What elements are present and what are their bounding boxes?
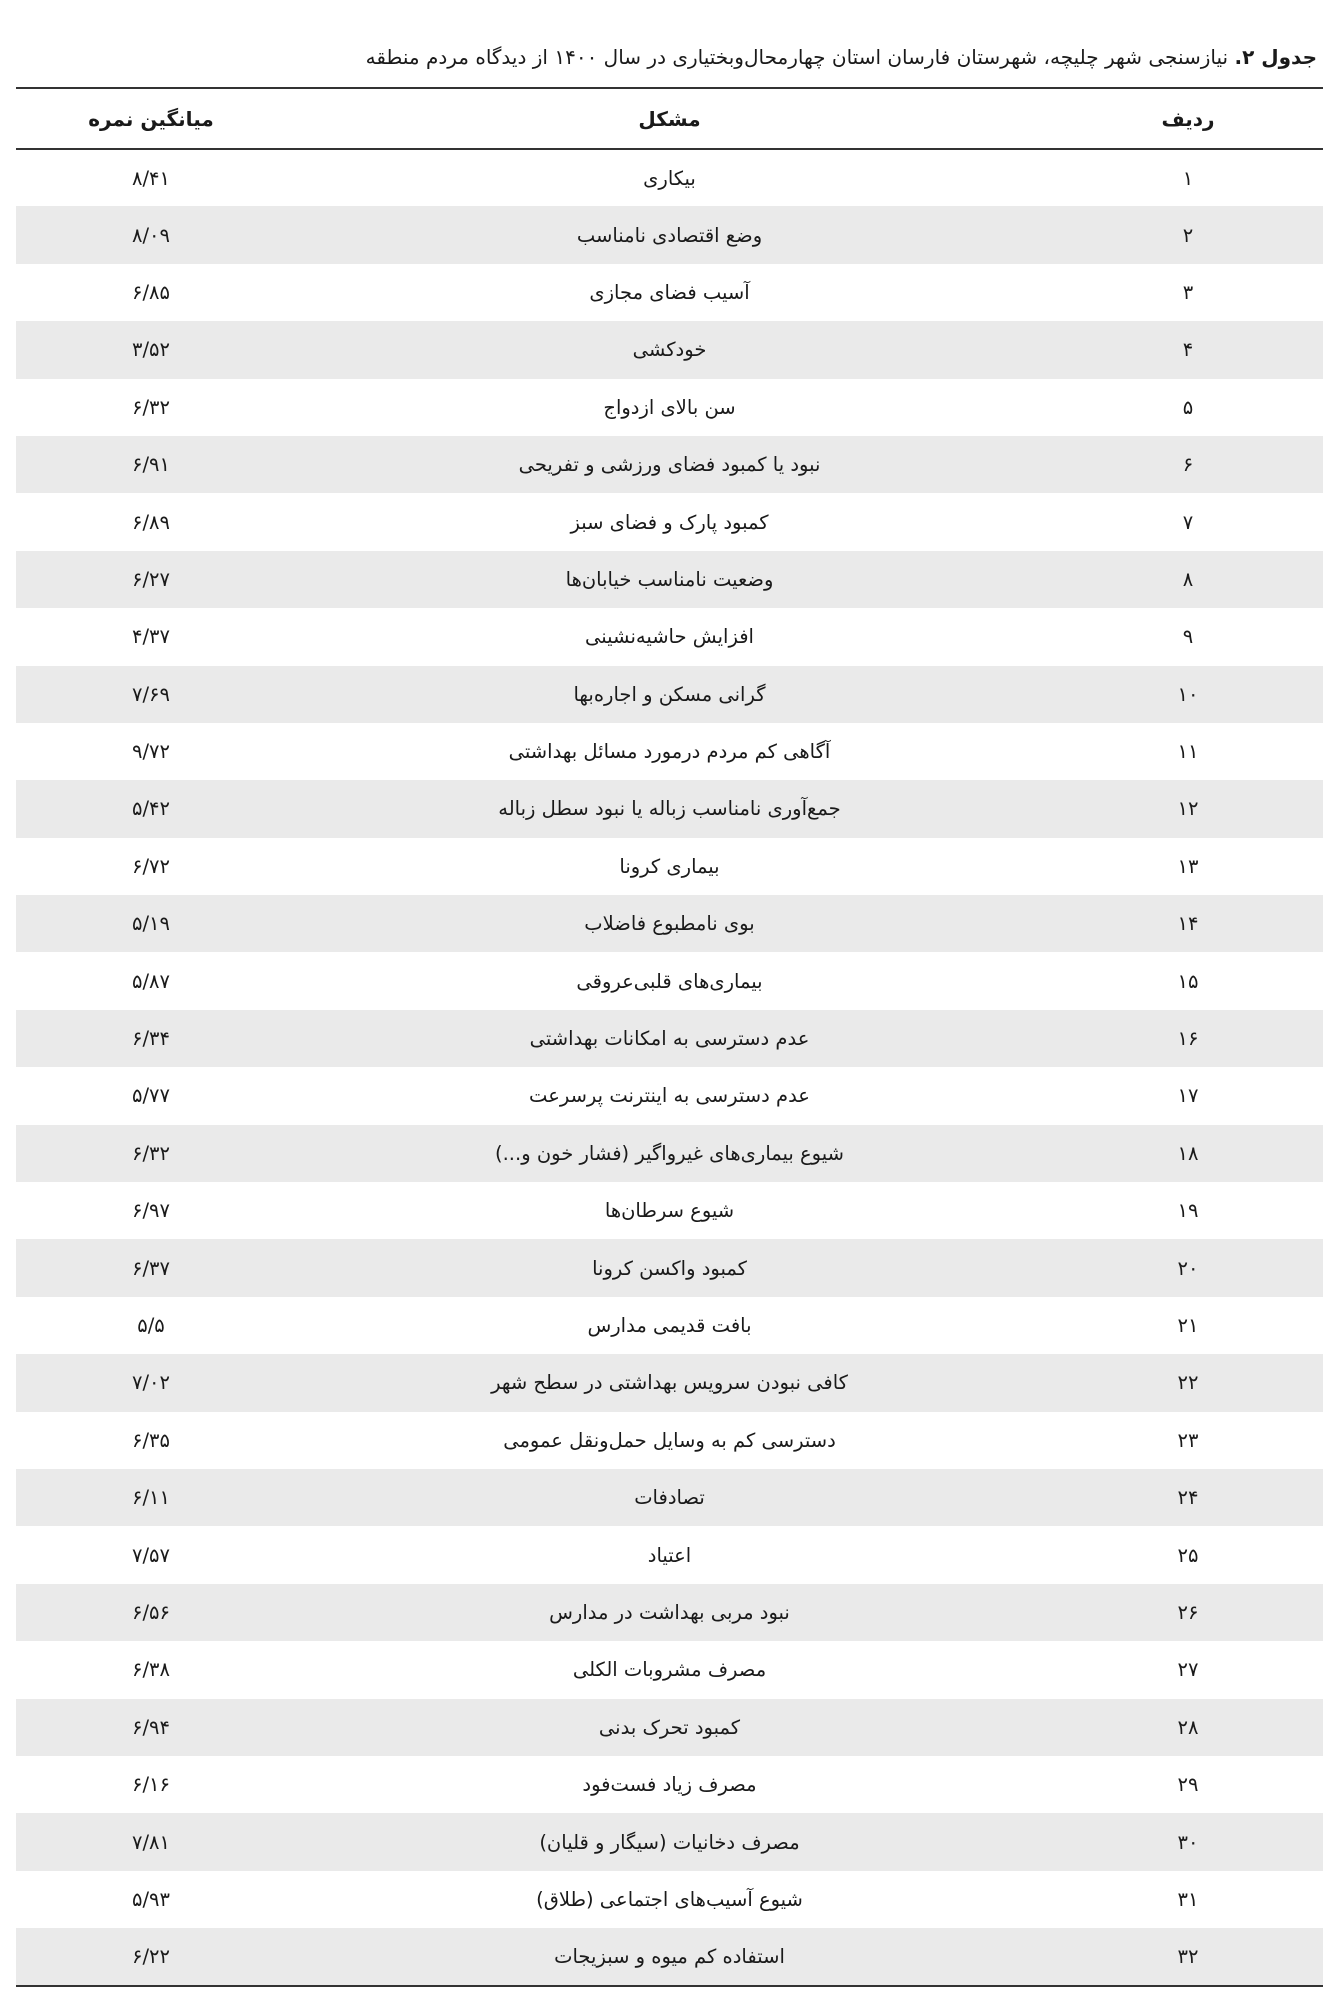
row-index-cell: ۷ [1182,510,1194,534]
table-row [16,1239,1323,1296]
row-score-cell: ۳/۵۲ [132,338,170,362]
table-row [16,1010,1323,1067]
row-score-cell: ۵/۱۹ [132,912,170,936]
caption-text: نیازسنجی شهر چلیچه، شهرستان فارسان استان چهارمحال‌وبختیاری در سال ۱۴۰۰ از دیدگاه مردم منطقه [365,45,1235,69]
row-score-cell: ۶/۳۵ [132,1428,170,1452]
row-problem-cell: بوی نامطبوع فاضلاب [584,912,755,936]
table-row [16,1297,1323,1354]
table-header-row [16,88,1323,149]
row-index-cell: ۲۰ [1177,1256,1199,1280]
row-problem-cell: نبود یا کمبود فضای ورزشی و تفریحی [518,453,821,477]
row-index-cell: ۳۱ [1177,1887,1199,1911]
table-row [16,666,1323,723]
table-row [16,1928,1323,1985]
row-index-cell: ۲۸ [1177,1715,1199,1739]
row-score-cell: ۷/۶۹ [132,682,170,706]
row-score-cell: ۵/۸۷ [132,969,170,993]
row-index-cell: ۲۹ [1177,1773,1199,1797]
row-problem-cell: شیوع بیماری‌های غیرواگیر (فشار خون و...) [495,1141,844,1165]
row-index-cell: ۱۰ [1177,682,1199,706]
row-problem-cell: عدم دسترسی به اینترنت پرسرعت [529,1084,810,1108]
table-row [16,321,1323,378]
row-score-cell: ۵/۹۳ [132,1887,170,1911]
row-index-cell: ۹ [1182,625,1194,649]
row-score-cell: ۵/۴۲ [132,797,170,821]
table-row [16,1354,1323,1411]
table-row [16,1871,1323,1928]
row-score-cell: ۶/۷۲ [132,854,170,878]
row-score-cell: ۷/۵۷ [132,1543,170,1567]
table-row [16,149,1323,206]
row-problem-cell: جمع‌آوری نامناسب زباله یا نبود سطل زباله [498,797,841,821]
row-index-cell: ۲۲ [1177,1371,1199,1395]
row-index-cell: ۱۴ [1177,912,1199,936]
row-problem-cell: وضعیت نامناسب خیابان‌ها [565,567,774,591]
row-problem-cell: کمبود واکسن کرونا [592,1256,747,1280]
table-row [16,436,1323,493]
header-index: ردیف [1053,88,1323,149]
row-score-cell: ۶/۸۹ [132,510,170,534]
row-score-cell: ۶/۳۴ [132,1027,170,1051]
row-problem-cell: دسترسی کم به وسایل حمل‌ونقل عمومی [503,1428,836,1452]
row-score-cell: ۵/۷۷ [132,1084,170,1108]
row-index-cell: ۶ [1182,453,1194,477]
row-score-cell: ۶/۳۸ [132,1658,170,1682]
row-index-cell: ۳۰ [1177,1830,1199,1854]
row-score-cell: ۸/۰۹ [132,223,170,247]
table-row [16,608,1323,665]
row-problem-cell: نبود مربی بهداشت در مدارس [549,1600,790,1624]
row-index-cell: ۱۶ [1177,1027,1199,1051]
row-score-cell: ۷/۸۱ [132,1830,170,1854]
table-row [16,723,1323,780]
header-problem: مشکل [286,88,1053,149]
table-row [16,952,1323,1009]
table-row [16,493,1323,550]
row-score-cell: ۶/۲۷ [132,567,170,591]
row-score-cell: ۶/۳۲ [132,395,170,419]
row-index-cell: ۲ [1182,223,1194,247]
row-index-cell: ۱ [1182,166,1194,190]
row-problem-cell: بیکاری [643,166,696,190]
row-index-cell: ۱۷ [1177,1084,1199,1108]
row-problem-cell: مصرف زیاد فست‌فود [582,1773,757,1797]
row-index-cell: ۲۳ [1177,1428,1199,1452]
table-row [16,1813,1323,1870]
row-problem-cell: کمبود پارک و فضای سبز [570,510,769,534]
table-row [16,780,1323,837]
row-score-cell: ۹/۷۲ [132,740,170,764]
row-score-cell: ۶/۹۱ [132,453,170,477]
table-row [16,838,1323,895]
row-problem-cell: آگاهی کم مردم درمورد مسائل بهداشتی [508,740,831,764]
row-problem-cell: گرانی مسکن و اجاره‌بها [573,682,766,706]
table-row [16,1756,1323,1813]
row-score-cell: ۷/۰۲ [132,1371,170,1395]
row-score-cell: ۶/۱۱ [132,1486,170,1510]
row-problem-cell: اعتیاد [647,1543,692,1567]
table-row [16,1125,1323,1182]
table-row [16,1699,1323,1756]
table-row [16,551,1323,608]
row-score-cell: ۶/۸۵ [132,280,170,304]
table-row [16,895,1323,952]
table-row [16,1526,1323,1583]
row-problem-cell: سن بالای ازدواج [603,395,736,419]
caption-label: جدول ۲. [1234,45,1317,69]
row-score-cell: ۶/۳۷ [132,1256,170,1280]
table-row [16,1469,1323,1526]
row-problem-cell: افزایش حاشیه‌نشینی [585,625,754,649]
row-problem-cell: بیماری کرونا [619,854,720,878]
row-index-cell: ۲۱ [1177,1314,1199,1337]
row-score-cell: ۶/۹۷ [132,1199,170,1223]
table-row [16,1182,1323,1239]
row-problem-cell: مصرف مشروبات الکلی [572,1658,767,1682]
row-problem-cell: بافت قدیمی مدارس [587,1314,752,1337]
row-index-cell: ۲۵ [1177,1543,1199,1567]
row-problem-cell: کافی نبودن سرویس بهداشتی در سطح شهر [491,1371,848,1395]
table-row [16,1412,1323,1469]
row-index-cell: ۳۲ [1053,1928,1323,1985]
row-score-cell: ۶/۱۶ [132,1773,170,1797]
header-score: میانگین نمره [16,88,286,149]
row-index-cell: ۱۹ [1177,1199,1199,1223]
row-problem-cell: بیماری‌های قلبی‌عروقی [576,969,763,993]
table-row [16,1584,1323,1641]
row-problem-cell: استفاده کم میوه و سبزیجات [286,1928,1053,1985]
row-index-cell: ۸ [1182,567,1194,591]
row-problem-cell: خودکشی [632,338,707,362]
table-body [16,149,1323,1986]
row-score-cell: ۸/۴۱ [132,166,170,190]
row-index-cell: ۴ [1182,338,1194,362]
row-score-cell: ۶/۳۲ [132,1141,170,1165]
table-row [16,1641,1323,1698]
row-problem-cell: مصرف دخانیات (سیگار و قلیان) [539,1830,800,1854]
row-problem-cell: وضع اقتصادی نامناسب [576,223,763,247]
row-index-cell: ۳ [1182,280,1194,304]
row-problem-cell: عدم دسترسی به امکانات بهداشتی [529,1027,810,1051]
row-index-cell: ۲۶ [1177,1600,1199,1624]
row-index-cell: ۱۵ [1177,969,1199,993]
row-index-cell: ۲۷ [1177,1658,1199,1682]
row-index-cell: ۲۴ [1177,1486,1199,1510]
row-problem-cell: کمبود تحرک بدنی [598,1715,741,1739]
table-row [16,264,1323,321]
row-index-cell: ۱۲ [1177,797,1199,821]
row-index-cell: ۱۸ [1177,1141,1199,1165]
table-row [16,206,1323,263]
needs-table [16,87,1323,1987]
row-score-cell: ۵/۵ [137,1314,165,1337]
row-problem-cell: آسیب فضای مجازی [589,280,750,304]
row-score-cell: ۶/۲۲ [16,1928,286,1985]
row-problem-cell: شیوع سرطان‌ها [604,1199,735,1223]
row-score-cell: ۶/۵۶ [132,1600,170,1624]
table-row [16,379,1323,436]
table-caption [22,40,1317,74]
row-score-cell: ۶/۹۴ [132,1715,170,1739]
table-row [16,1067,1323,1124]
row-index-cell: ۱۱ [1177,740,1199,764]
row-index-cell: ۵ [1182,395,1194,419]
row-problem-cell: تصادفات [634,1486,705,1510]
row-problem-cell: شیوع آسیب‌های اجتماعی (طلاق) [536,1887,803,1911]
row-score-cell: ۴/۳۷ [132,625,170,649]
row-index-cell: ۱۳ [1177,854,1199,878]
